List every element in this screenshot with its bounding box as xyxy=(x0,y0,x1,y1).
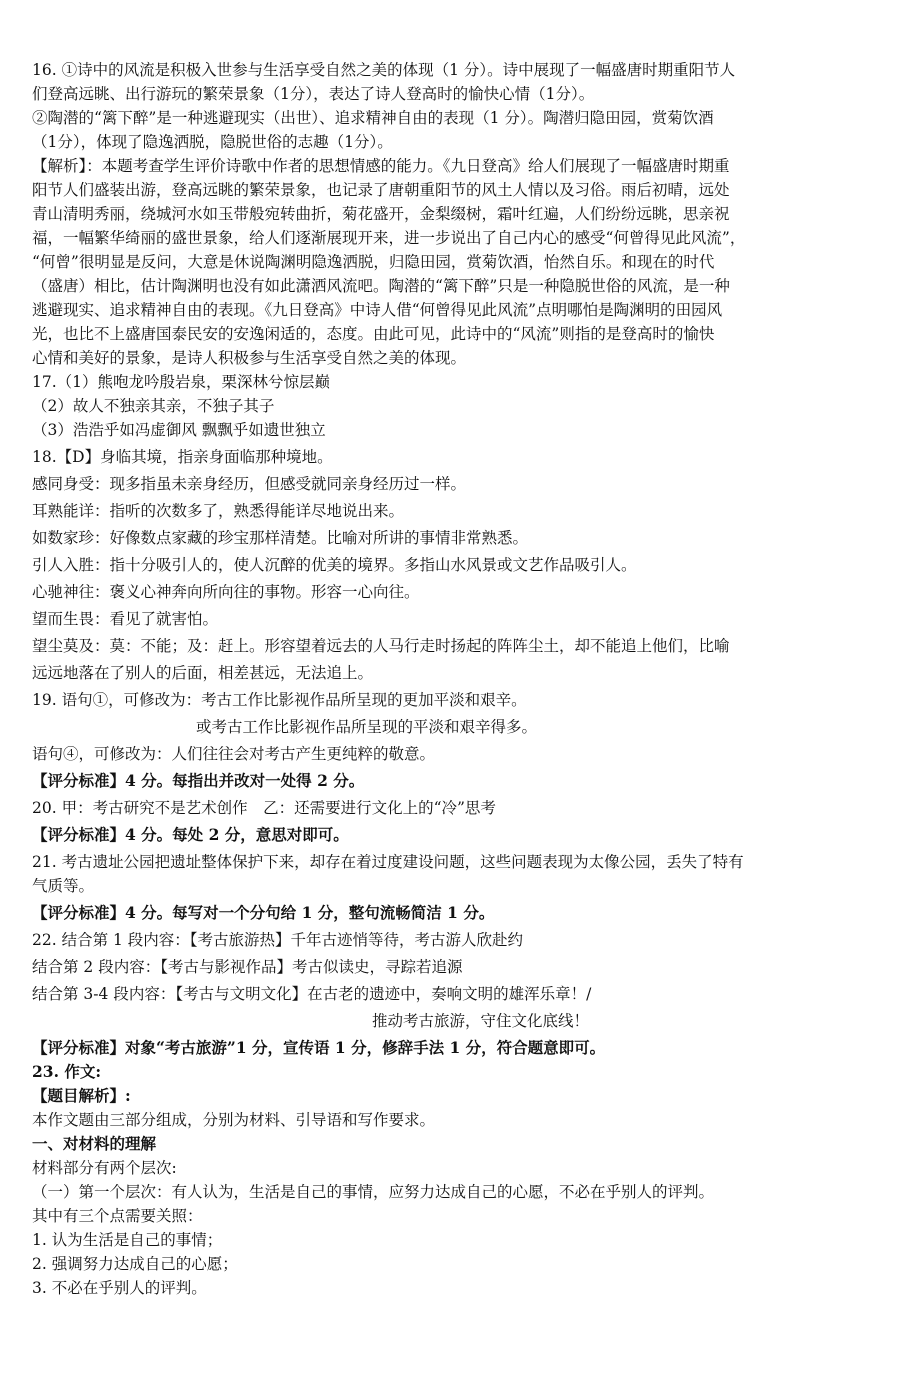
q16-line: ②陶潜的“篱下醉”是一种逃避现实（出世）、追求精神自由的表现（1 分）。陶潜归隐田园，赏菊饮酒 xyxy=(32,109,714,127)
scoring-standard: 【评分标准】4 分。每写对一个分句给 1 分，整句流畅简洁 1 分。 xyxy=(32,903,495,922)
q17-answer xyxy=(32,370,876,442)
q18-line: 引人入胜：指十分吸引人的，使人沉醉的优美的境界。多指山水风景或文艺作品吸引人。 xyxy=(32,556,637,574)
q23-point: 2. 强调努力达成自己的心愿； xyxy=(32,1255,238,1273)
q16-line: 们登高远眺、出行游玩的繁荣景象（1分），表达了诗人登高时的愉快心情（1分）。 xyxy=(32,85,595,103)
q18-line: 感同身受：现多指虽未亲身经历，但感受就同亲身经历过一样。 xyxy=(32,475,467,493)
q19-answer xyxy=(32,688,876,793)
q23-answer xyxy=(32,1060,876,1300)
q16-line: 16. ①诗中的风流是积极入世参与生活享受自然之美的体现（1 分）。诗中展现了一幅盛唐时期重阳节人 xyxy=(32,61,736,79)
q23-point: 3. 不必在乎别人的评判。 xyxy=(32,1279,207,1297)
q16-answer xyxy=(32,58,876,154)
q18-line: 如数家珍：好像数点家藏的珍宝那样清楚。比喻对所讲的事情非常熟悉。 xyxy=(32,529,529,547)
q23-intro: 本作文题由三部分组成，分别为材料、引导语和写作要求。 xyxy=(32,1111,436,1129)
q21-line: 21. 考古遗址公园把遗址整体保护下来，却存在着过度建设问题，这些问题表现为太像公园，丢失了特有 xyxy=(32,853,744,871)
q18-line: 远远地落在了别人的后面，相差甚远，无法追上。 xyxy=(32,664,374,682)
analysis-line: （盛唐）相比，估计陶渊明也没有如此潇洒风流吧。陶潜的“篱下醉”只是一种隐脱世俗的风流，是一种 xyxy=(32,277,730,295)
scoring-standard: 【评分标准】4 分。每指出并改对一处得 2 分。 xyxy=(32,771,365,790)
scoring-standard: 【评分标准】对象“考古旅游”1 分，宣传语 1 分，修辞手法 1 分，符合题意即可。 xyxy=(32,1038,606,1057)
q19-line: 语句④，可修改为：人们往往会对考古产生更纯粹的敬意。 xyxy=(32,745,436,763)
q22-line: 结合第 2 段内容：【考古与影视作品】考古似读史，寻踪若追源 xyxy=(32,958,463,976)
q23-point: 1. 认为生活是自己的事情； xyxy=(32,1231,223,1249)
q18-line: 18.【D】身临其境，指亲身面临那种境地。 xyxy=(32,448,333,466)
q16-analysis xyxy=(32,154,876,370)
q20-line: 20. 甲：考古研究不是艺术创作 乙：还需要进行文化上的“冷”思考 xyxy=(32,799,496,817)
q18-line: 耳熟能详：指听的次数多了，熟悉得能详尽地说出来。 xyxy=(32,502,405,520)
q23-section-heading: 一、对材料的理解 xyxy=(32,1134,157,1153)
q23-para: 材料部分有两个层次: xyxy=(32,1159,177,1177)
analysis-line: “何曾”很明显是反问，大意是休说陶渊明隐逸洒脱，归隐田园，赏菊饮酒，怡然自乐。和现在的时代 xyxy=(32,253,715,271)
q16-line: （1分），体现了隐逸洒脱，隐脱世俗的志趣（1分）。 xyxy=(32,133,393,151)
analysis-line: 青山清明秀丽，绕城河水如玉带般宛转曲折，菊花盛开，金梨缀树，霜叶红遍，人们纷纷远眺，思亲祝 xyxy=(32,205,730,223)
analysis-line: 福，一幅繁华绮丽的盛世景象，给人们逐渐展现开来，进一步说出了自己内心的感受“何曾得见此风流”， xyxy=(32,229,746,247)
q18-line: 心驰神往：褒义心神奔向所向往的事物。形容一心向往。 xyxy=(32,583,420,601)
q17-line: （2）故人不独亲其亲，不独子其子 xyxy=(32,397,275,415)
analysis-line: 阳节人们盛装出游，登高远眺的繁荣景象，也记录了唐朝重阳节的风土人情以及习俗。雨后初晴，远处 xyxy=(32,181,730,199)
analysis-line: 光，也比不上盛唐国泰民安的安逸闲适的，态度。由此可见，此诗中的“风流”则指的是登高时的愉快 xyxy=(32,325,715,343)
analysis-line: 逃避现实、追求精神自由的表现。《九日登高》中诗人借“何曾得见此风流”点明哪怕是陶渊明的田园风 xyxy=(32,301,723,319)
q21-line: 气质等。 xyxy=(32,877,95,895)
q22-line: 结合第 3-4 段内容：【考古与文明文化】在古老的遗迹中，奏响文明的雄浑乐章！/ xyxy=(32,985,592,1003)
q23-para: 其中有三个点需要关照： xyxy=(32,1207,203,1225)
scoring-standard: 【评分标准】4 分。每处 2 分，意思对即可。 xyxy=(32,825,349,844)
q19-line: 19. 语句①，可修改为：考古工作比影视作品所呈现的更加平淡和艰辛。 xyxy=(32,691,527,709)
q23-title: 23. 作文: xyxy=(32,1062,102,1081)
q23-para: （一）第一个层次：有人认为，生活是自己的事情，应努力达成自己的心愿，不必在乎别人的评判。 xyxy=(32,1183,715,1201)
q18-line: 望尘莫及：莫：不能；及：赶上。形容望着远去的人马行走时扬起的阵阵尘土，却不能追上他们，比喻 xyxy=(32,637,730,655)
q20-answer xyxy=(32,796,876,847)
q19-alternative: 或考古工作比影视作品所呈现的平淡和艰辛得多。 xyxy=(196,718,538,736)
q22-line: 22. 结合第 1 段内容：【考古旅游热】千年古迹悄等待，考古游人欣赴约 xyxy=(32,931,524,949)
q23-subtitle: 【题目解析】: xyxy=(32,1086,131,1105)
q22-answer xyxy=(32,928,876,1060)
q17-line: 17.（1）熊咆龙吟殷岩泉，栗深林兮惊层巅 xyxy=(32,373,331,391)
q22-slogan-alt: 推动考古旅游，守住文化底线！ xyxy=(372,1012,590,1030)
q17-line: （3）浩浩乎如冯虚御风 飘飘乎如遗世独立 xyxy=(32,421,326,439)
analysis-line: 心情和美好的景象，是诗人积极参与生活享受自然之美的体现。 xyxy=(32,349,467,367)
q18-line: 望而生畏：看见了就害怕。 xyxy=(32,610,219,628)
q18-answer xyxy=(32,445,876,685)
q21-answer xyxy=(32,850,876,925)
analysis-line: 【解析】：本题考查学生评价诗歌中作者的思想情感的能力。《九日登高》给人们展现了一幅盛唐时期重 xyxy=(32,157,730,175)
